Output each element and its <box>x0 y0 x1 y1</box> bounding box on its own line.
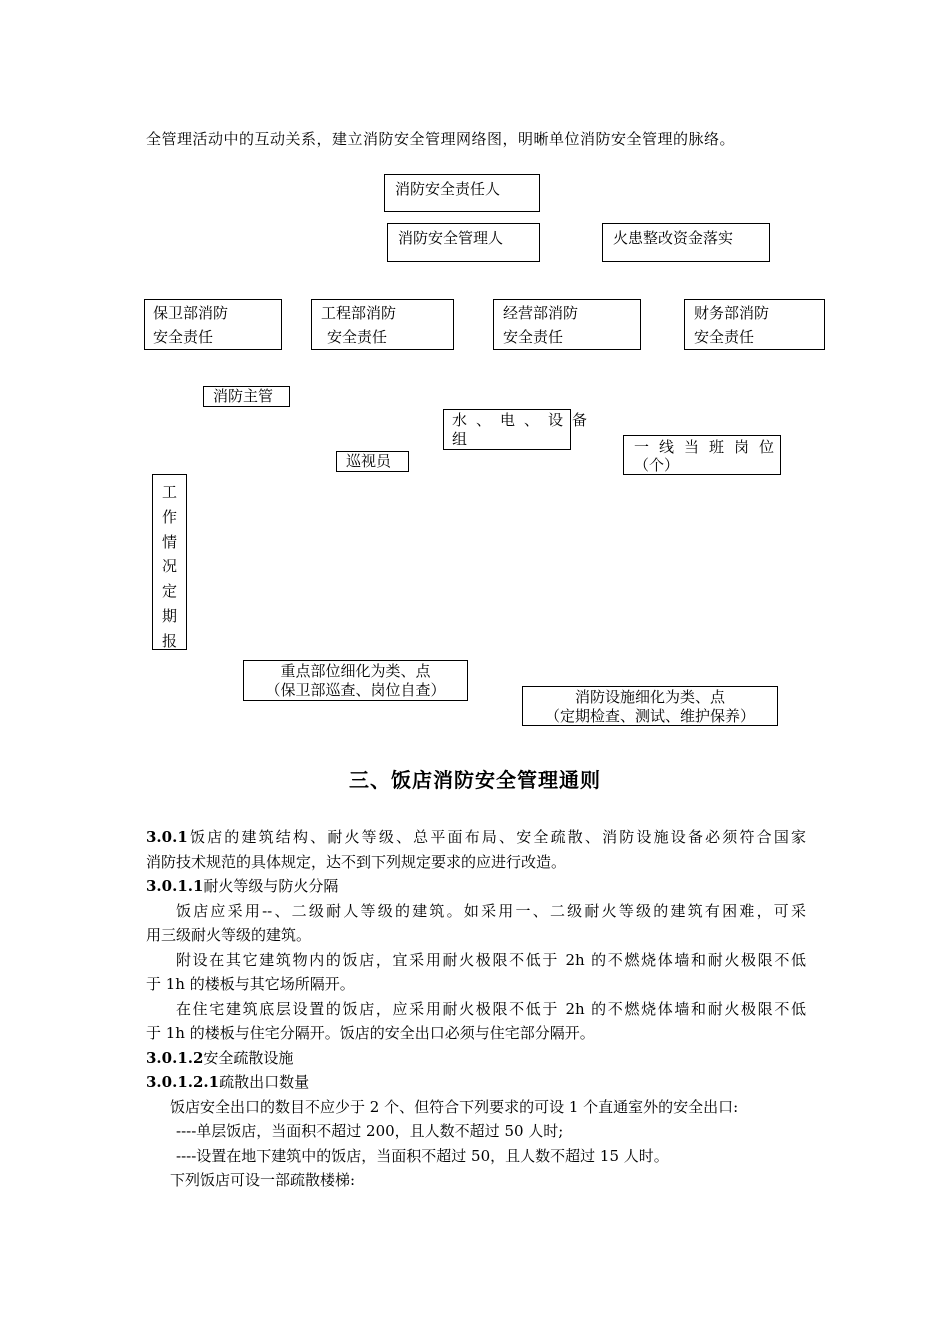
box-dept-engineering <box>311 299 454 350</box>
paragraph: 在住宅建筑底层设置的饭店，应采用耐火极限不低于 2h 的不燃烧体墙和耐火极限不低 <box>176 999 806 1018</box>
clause-3-0-1 <box>146 825 806 850</box>
box-patrol <box>336 451 409 472</box>
box-frontline-post <box>623 435 785 475</box>
paragraph: 下列饭店可设一部疏散楼梯: <box>170 1171 356 1189</box>
box-dept-operations <box>493 299 641 350</box>
box-line-2: （保卫部巡查、岗位自查） <box>265 681 446 699</box>
box-line-1: 水、电、设备 <box>452 411 597 429</box>
box-hazard-funds <box>602 223 770 262</box>
box-line-1: 经营部消防 <box>503 304 579 322</box>
box-dept-security <box>144 299 282 350</box>
paragraph-cont: 用三级耐火等级的建筑。 <box>146 926 312 944</box>
box-line-1: 保卫部消防 <box>153 304 229 322</box>
box-line-2: 组 <box>452 430 468 448</box>
clause-number: 3.0.1 <box>146 828 188 846</box>
box-line-2: 安全责任 <box>694 328 755 346</box>
section-body <box>146 825 806 1193</box>
vertical-char: 情 <box>161 532 177 551</box>
box-line-2: （个） <box>634 456 680 474</box>
box-line-1: 工程部消防 <box>321 304 397 322</box>
paragraph: 饭店安全出口的数目不应少于 2 个、但符合下列要求的可设 1 个直通室外的安全出口: <box>170 1097 739 1116</box>
paragraph: 附设在其它建筑物内的饭店，宜采用耐火极限不低于 2h 的不燃烧体墙和耐火极限不低 <box>176 950 806 969</box>
list-item: ----设置在地下建筑中的饭店，当面积不超过 50，且人数不超过 15 人时。 <box>176 1146 669 1165</box>
vertical-char: 工 <box>161 483 177 501</box>
box-line-2: 安全责任 <box>503 328 564 346</box>
clause-3-0-1-cont: 消防技术规范的具体规定，达不到下列规定要求的应进行改造。 <box>146 852 567 871</box>
clause-number: 3.0.1.2.1 <box>146 1073 220 1091</box>
vertical-char: 期 <box>161 606 177 625</box>
box-responsible-person <box>384 174 540 212</box>
box-label: 火患整改资金落实 <box>613 229 734 247</box>
clause-3-0-1-1 <box>146 874 806 899</box>
paragraph: 饭店应采用--、二级耐人等级的建筑。如采用一、二级耐火等级的建筑有困难，可采 <box>176 901 806 920</box>
vertical-char: 作 <box>161 507 177 526</box>
box-line-2: 安全责任 <box>153 328 214 346</box>
paragraph-cont: 于 1h 的楼板与住宅分隔开。饭店的安全出口必须与住宅部分隔开。 <box>146 1024 595 1042</box>
vertical-char: 定 <box>161 582 177 601</box>
box-label: 巡视员 <box>346 452 392 470</box>
box-water-power-group <box>443 409 597 450</box>
box-label: 消防安全管理人 <box>398 229 504 247</box>
box-line-1: 重点部位细化为类、点 <box>280 662 431 680</box>
clause-text: 饭店的建筑结构、耐火等级、总平面布局、安全疏散、消防设施设备必须符合国家 <box>187 828 806 846</box>
box-line-1: 一线当班岗位 <box>634 438 785 456</box>
vertical-char: 况 <box>161 557 177 576</box>
box-line-1: 财务部消防 <box>694 304 770 322</box>
box-fire-supervisor <box>203 386 290 407</box>
clause-3-0-1-2-1 <box>146 1070 806 1095</box>
section-title: 三、饭店消防安全管理通则 <box>349 768 601 792</box>
clause-number: 3.0.1.1 <box>146 877 204 895</box>
box-fire-facilities <box>522 686 778 726</box>
box-work-report-vertical <box>152 474 187 650</box>
clause-3-0-1-2 <box>146 1046 806 1071</box>
box-dept-finance <box>684 299 825 350</box>
box-line-1: 消防设施细化为类、点 <box>574 688 725 706</box>
clause-text: 疏散出口数量 <box>219 1073 310 1091</box>
paragraph-cont: 于 1h 的楼板与其它场所隔开。 <box>146 975 355 993</box>
box-line-2: （定期检查、测试、维护保养） <box>544 707 755 725</box>
box-manager <box>387 223 540 262</box>
box-label: 消防安全责任人 <box>395 180 501 198</box>
intro-text: 全管理活动中的互动关系，建立消防安全管理网络图，明晰单位消防安全管理的脉络。 <box>146 130 736 148</box>
clause-text: 耐火等级与防火分隔 <box>203 877 339 895</box>
clause-number: 3.0.1.2 <box>146 1048 204 1067</box>
box-key-areas <box>243 660 468 701</box>
clause-text: 安全疏散设施 <box>203 1048 294 1067</box>
box-label: 消防主管 <box>213 387 274 405</box>
vertical-char: 报 <box>161 631 177 650</box>
box-line-2: 安全责任 <box>327 328 388 346</box>
list-item: ----单层饭店，当面积不超过 200，且人数不超过 50 人时; <box>176 1122 564 1140</box>
